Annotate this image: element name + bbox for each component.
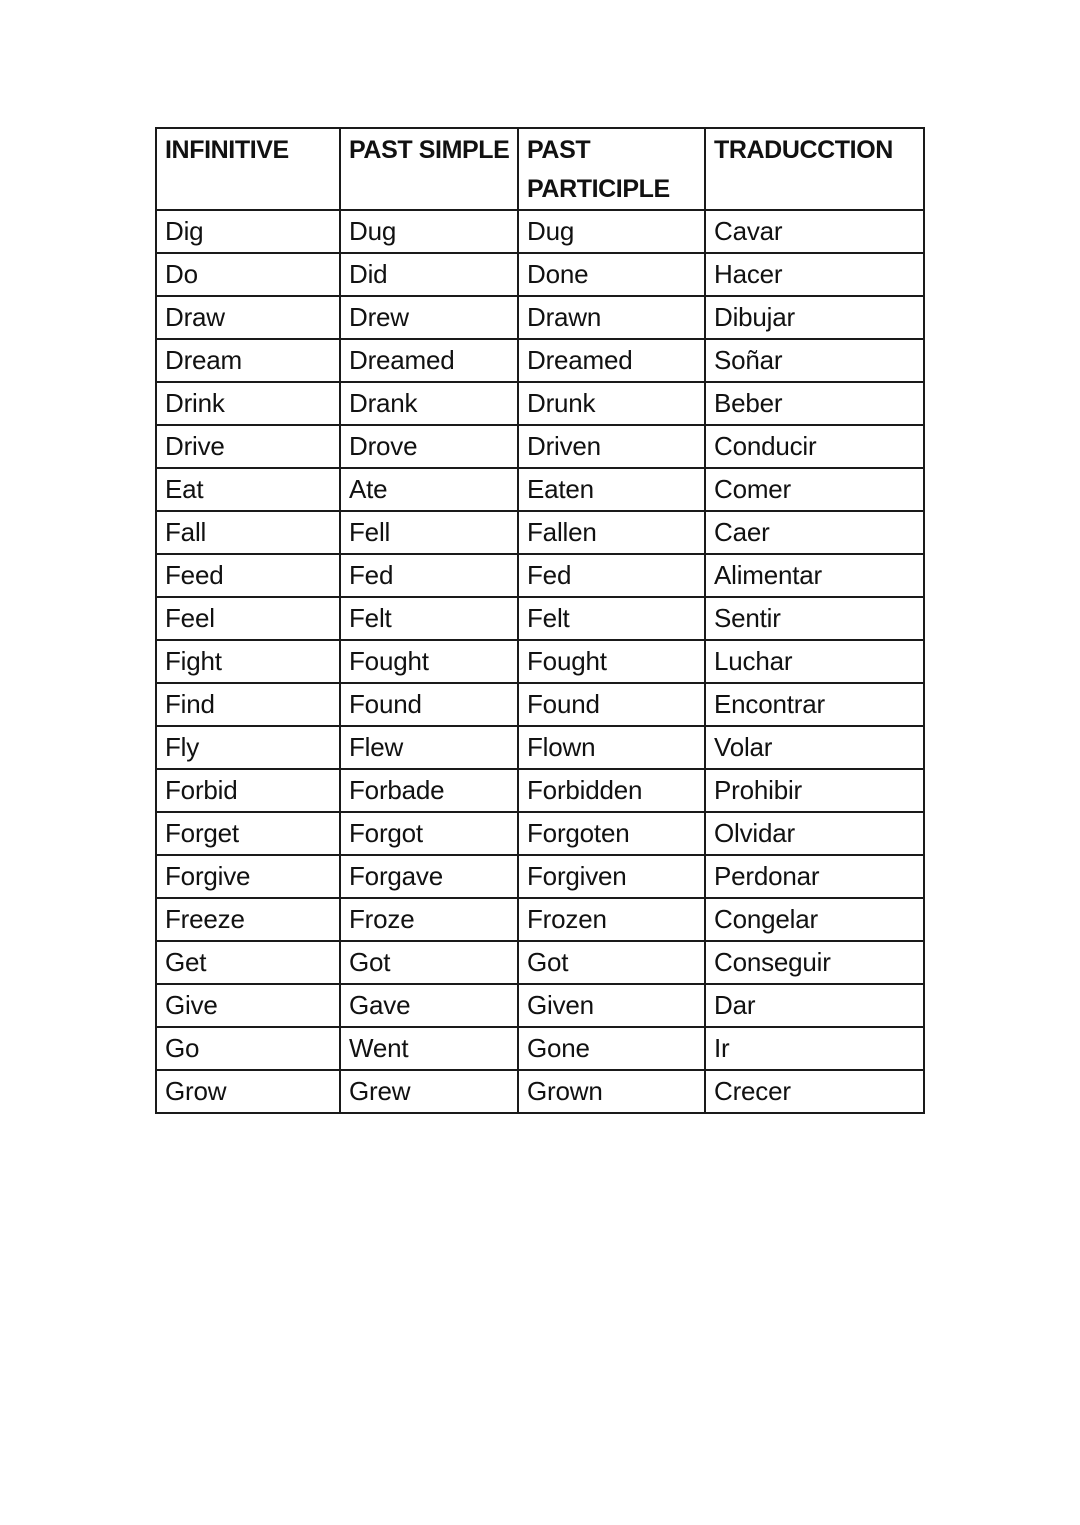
past-simple-cell: Ate xyxy=(340,468,518,511)
translation-cell: Perdonar xyxy=(705,855,924,898)
translation-cell: Olvidar xyxy=(705,812,924,855)
past-participle-cell: Given xyxy=(518,984,705,1027)
table-row xyxy=(156,425,924,468)
table-row xyxy=(156,339,924,382)
infinitive-cell: Get xyxy=(156,941,340,984)
translation-cell: Beber xyxy=(705,382,924,425)
translation-cell: Encontrar xyxy=(705,683,924,726)
translation-cell: Soñar xyxy=(705,339,924,382)
infinitive-cell: Do xyxy=(156,253,340,296)
translation-cell: Ir xyxy=(705,1027,924,1070)
translation-cell: Luchar xyxy=(705,640,924,683)
translation-cell: Dibujar xyxy=(705,296,924,339)
infinitive-cell: Give xyxy=(156,984,340,1027)
table-row xyxy=(156,253,924,296)
past-participle-cell: Found xyxy=(518,683,705,726)
past-participle-cell: Fought xyxy=(518,640,705,683)
translation-cell: Crecer xyxy=(705,1070,924,1113)
past-participle-cell: Grown xyxy=(518,1070,705,1113)
table-row xyxy=(156,1070,924,1113)
table-row xyxy=(156,683,924,726)
past-participle-cell: Forgoten xyxy=(518,812,705,855)
table-row xyxy=(156,984,924,1027)
infinitive-cell: Grow xyxy=(156,1070,340,1113)
table-row xyxy=(156,597,924,640)
infinitive-cell: Go xyxy=(156,1027,340,1070)
table-row xyxy=(156,855,924,898)
table-row xyxy=(156,210,924,253)
past-participle-cell: Fed xyxy=(518,554,705,597)
table-row xyxy=(156,769,924,812)
header-past-participle: PAST PARTICIPLE xyxy=(518,128,705,210)
table-row xyxy=(156,726,924,769)
header-infinitive: INFINITIVE xyxy=(156,128,340,210)
table-row xyxy=(156,640,924,683)
translation-cell: Hacer xyxy=(705,253,924,296)
past-participle-cell: Eaten xyxy=(518,468,705,511)
translation-cell: Volar xyxy=(705,726,924,769)
past-participle-cell: Forbidden xyxy=(518,769,705,812)
header-translation: TRADUCCTION xyxy=(705,128,924,210)
past-participle-cell: Fallen xyxy=(518,511,705,554)
past-participle-cell: Done xyxy=(518,253,705,296)
past-simple-cell: Did xyxy=(340,253,518,296)
translation-cell: Alimentar xyxy=(705,554,924,597)
past-participle-cell: Drawn xyxy=(518,296,705,339)
table-row xyxy=(156,1027,924,1070)
translation-cell: Cavar xyxy=(705,210,924,253)
header-past-simple: PAST SIMPLE xyxy=(340,128,518,210)
infinitive-cell: Eat xyxy=(156,468,340,511)
past-simple-cell: Fought xyxy=(340,640,518,683)
infinitive-cell: Draw xyxy=(156,296,340,339)
table-row xyxy=(156,382,924,425)
past-participle-cell: Got xyxy=(518,941,705,984)
past-simple-cell: Drove xyxy=(340,425,518,468)
infinitive-cell: Dream xyxy=(156,339,340,382)
past-simple-cell: Found xyxy=(340,683,518,726)
table-row xyxy=(156,941,924,984)
past-simple-cell: Flew xyxy=(340,726,518,769)
past-simple-cell: Dreamed xyxy=(340,339,518,382)
translation-cell: Caer xyxy=(705,511,924,554)
infinitive-cell: Forgive xyxy=(156,855,340,898)
past-participle-cell: Forgiven xyxy=(518,855,705,898)
past-simple-cell: Fell xyxy=(340,511,518,554)
past-simple-cell: Went xyxy=(340,1027,518,1070)
past-simple-cell: Gave xyxy=(340,984,518,1027)
translation-cell: Dar xyxy=(705,984,924,1027)
past-simple-cell: Forbade xyxy=(340,769,518,812)
translation-cell: Congelar xyxy=(705,898,924,941)
translation-cell: Comer xyxy=(705,468,924,511)
translation-cell: Sentir xyxy=(705,597,924,640)
past-simple-cell: Dug xyxy=(340,210,518,253)
past-participle-cell: Gone xyxy=(518,1027,705,1070)
past-simple-cell: Drew xyxy=(340,296,518,339)
past-participle-cell: Frozen xyxy=(518,898,705,941)
past-simple-cell: Felt xyxy=(340,597,518,640)
infinitive-cell: Dig xyxy=(156,210,340,253)
infinitive-cell: Fall xyxy=(156,511,340,554)
past-simple-cell: Froze xyxy=(340,898,518,941)
translation-cell: Conseguir xyxy=(705,941,924,984)
past-participle-cell: Felt xyxy=(518,597,705,640)
infinitive-cell: Drink xyxy=(156,382,340,425)
past-participle-cell: Drunk xyxy=(518,382,705,425)
past-participle-cell: Driven xyxy=(518,425,705,468)
past-simple-cell: Forgave xyxy=(340,855,518,898)
infinitive-cell: Find xyxy=(156,683,340,726)
infinitive-cell: Fight xyxy=(156,640,340,683)
infinitive-cell: Fly xyxy=(156,726,340,769)
table-row xyxy=(156,898,924,941)
infinitive-cell: Freeze xyxy=(156,898,340,941)
past-participle-cell: Dreamed xyxy=(518,339,705,382)
past-participle-cell: Dug xyxy=(518,210,705,253)
infinitive-cell: Feed xyxy=(156,554,340,597)
past-participle-cell: Flown xyxy=(518,726,705,769)
past-simple-cell: Fed xyxy=(340,554,518,597)
infinitive-cell: Forbid xyxy=(156,769,340,812)
infinitive-cell: Forget xyxy=(156,812,340,855)
infinitive-cell: Feel xyxy=(156,597,340,640)
past-simple-cell: Got xyxy=(340,941,518,984)
translation-cell: Prohibir xyxy=(705,769,924,812)
infinitive-cell: Drive xyxy=(156,425,340,468)
irregular-verbs-table xyxy=(155,127,925,1114)
table-row xyxy=(156,554,924,597)
translation-cell: Conducir xyxy=(705,425,924,468)
table-body xyxy=(156,210,924,1113)
past-simple-cell: Forgot xyxy=(340,812,518,855)
table-row xyxy=(156,468,924,511)
table-row xyxy=(156,296,924,339)
table-row xyxy=(156,511,924,554)
header-row xyxy=(156,128,924,210)
past-simple-cell: Grew xyxy=(340,1070,518,1113)
table-row xyxy=(156,812,924,855)
past-simple-cell: Drank xyxy=(340,382,518,425)
